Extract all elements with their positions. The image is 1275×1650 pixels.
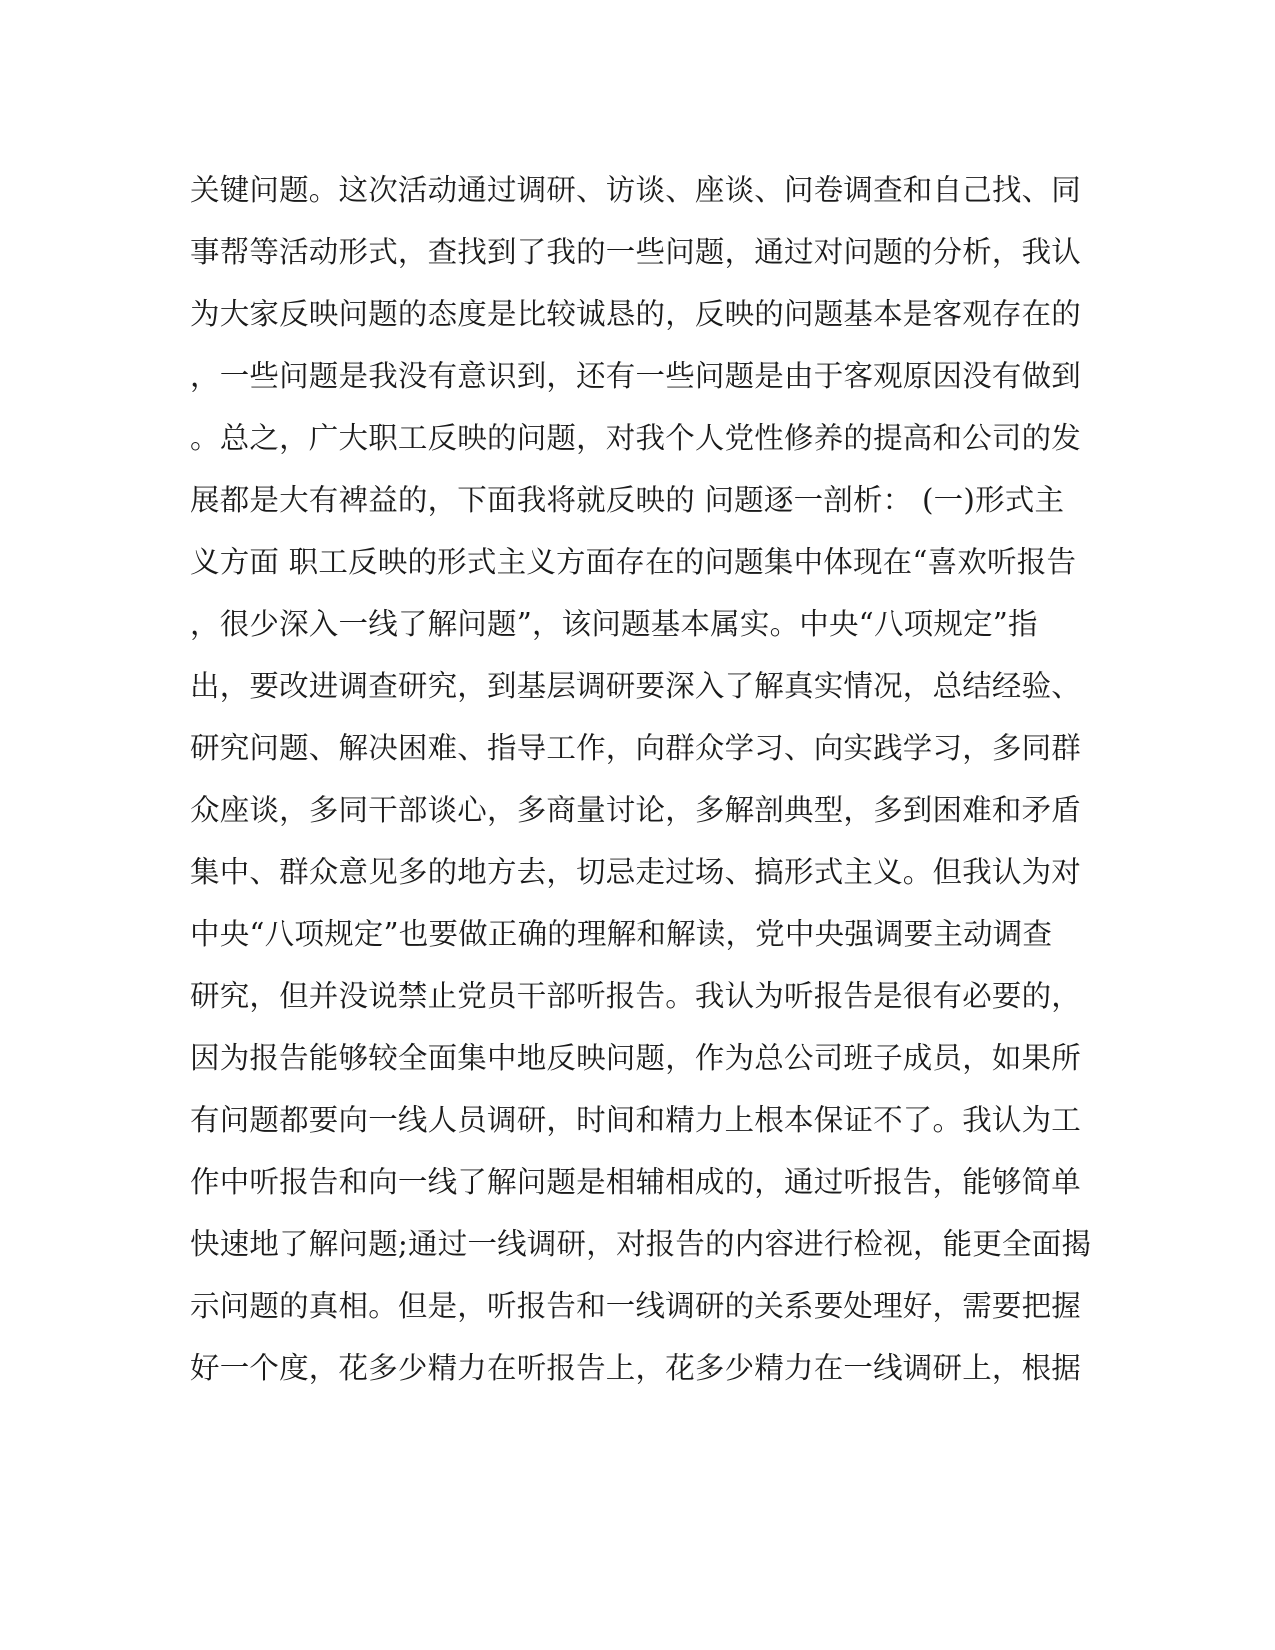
text-line: 有问题都要向一线人员调研，时间和精力上根本保证不了。我认为工 [190, 1103, 1082, 1137]
text-line: 事帮等活动形式，查找到了我的一些问题，通过对问题的分析，我认 [190, 235, 1082, 269]
text-line: 义方面 职工反映的形式主义方面存在的问题集中体现在“喜欢听报告 [190, 545, 1077, 579]
text-line: 展都是大有裨益的，下面我将就反映的 问题逐一剖析： (一)形式主 [190, 483, 1065, 517]
text-line: 。总之，广大职工反映的问题，对我个人党性修养的提高和公司的发 [190, 421, 1082, 455]
text-line: 众座谈，多同干部谈心，多商量讨论，多解剖典型，多到困难和矛盾 [190, 793, 1082, 827]
text-line: 为大家反映问题的态度是比较诚恳的，反映的问题基本是客观存在的 [190, 297, 1082, 331]
text-line: 研究问题、解决困难、指导工作，向群众学习、向实践学习，多同群 [190, 731, 1082, 765]
body-text [190, 159, 1090, 1399]
text-line: ，很少深入一线了解问题”，该问题基本属实。中央“八项规定”指 [190, 607, 1038, 641]
text-line: 因为报告能够较全面集中地反映问题，作为总公司班子成员，如果所 [190, 1041, 1082, 1075]
text-line: ，一些问题是我没有意识到，还有一些问题是由于客观原因没有做到 [190, 359, 1082, 393]
text-line: 中央“八项规定”也要做正确的理解和解读，党中央强调要主动调查 [190, 917, 1053, 951]
text-line: 好一个度，花多少精力在听报告上，花多少精力在一线调研上，根据 [190, 1351, 1082, 1385]
text-line: 关键问题。这次活动通过调研、访谈、座谈、问卷调查和自己找、同 [190, 173, 1082, 207]
text-line: 快速地了解问题;通过一线调研，对报告的内容进行检视，能更全面揭 [190, 1227, 1092, 1261]
text-line: 作中听报告和向一线了解问题是相辅相成的，通过听报告，能够简单 [190, 1165, 1082, 1199]
text-line: 出，要改进调查研究，到基层调研要深入了解真实情况，总结经验、 [190, 669, 1082, 703]
text-line: 示问题的真相。但是，听报告和一线调研的关系要处理好，需要把握 [190, 1289, 1082, 1323]
text-line: 研究，但并没说禁止党员干部听报告。我认为听报告是很有必要的， [190, 979, 1082, 1013]
text-line: 集中、群众意见多的地方去，切忌走过场、搞形式主义。但我认为对 [190, 855, 1082, 889]
